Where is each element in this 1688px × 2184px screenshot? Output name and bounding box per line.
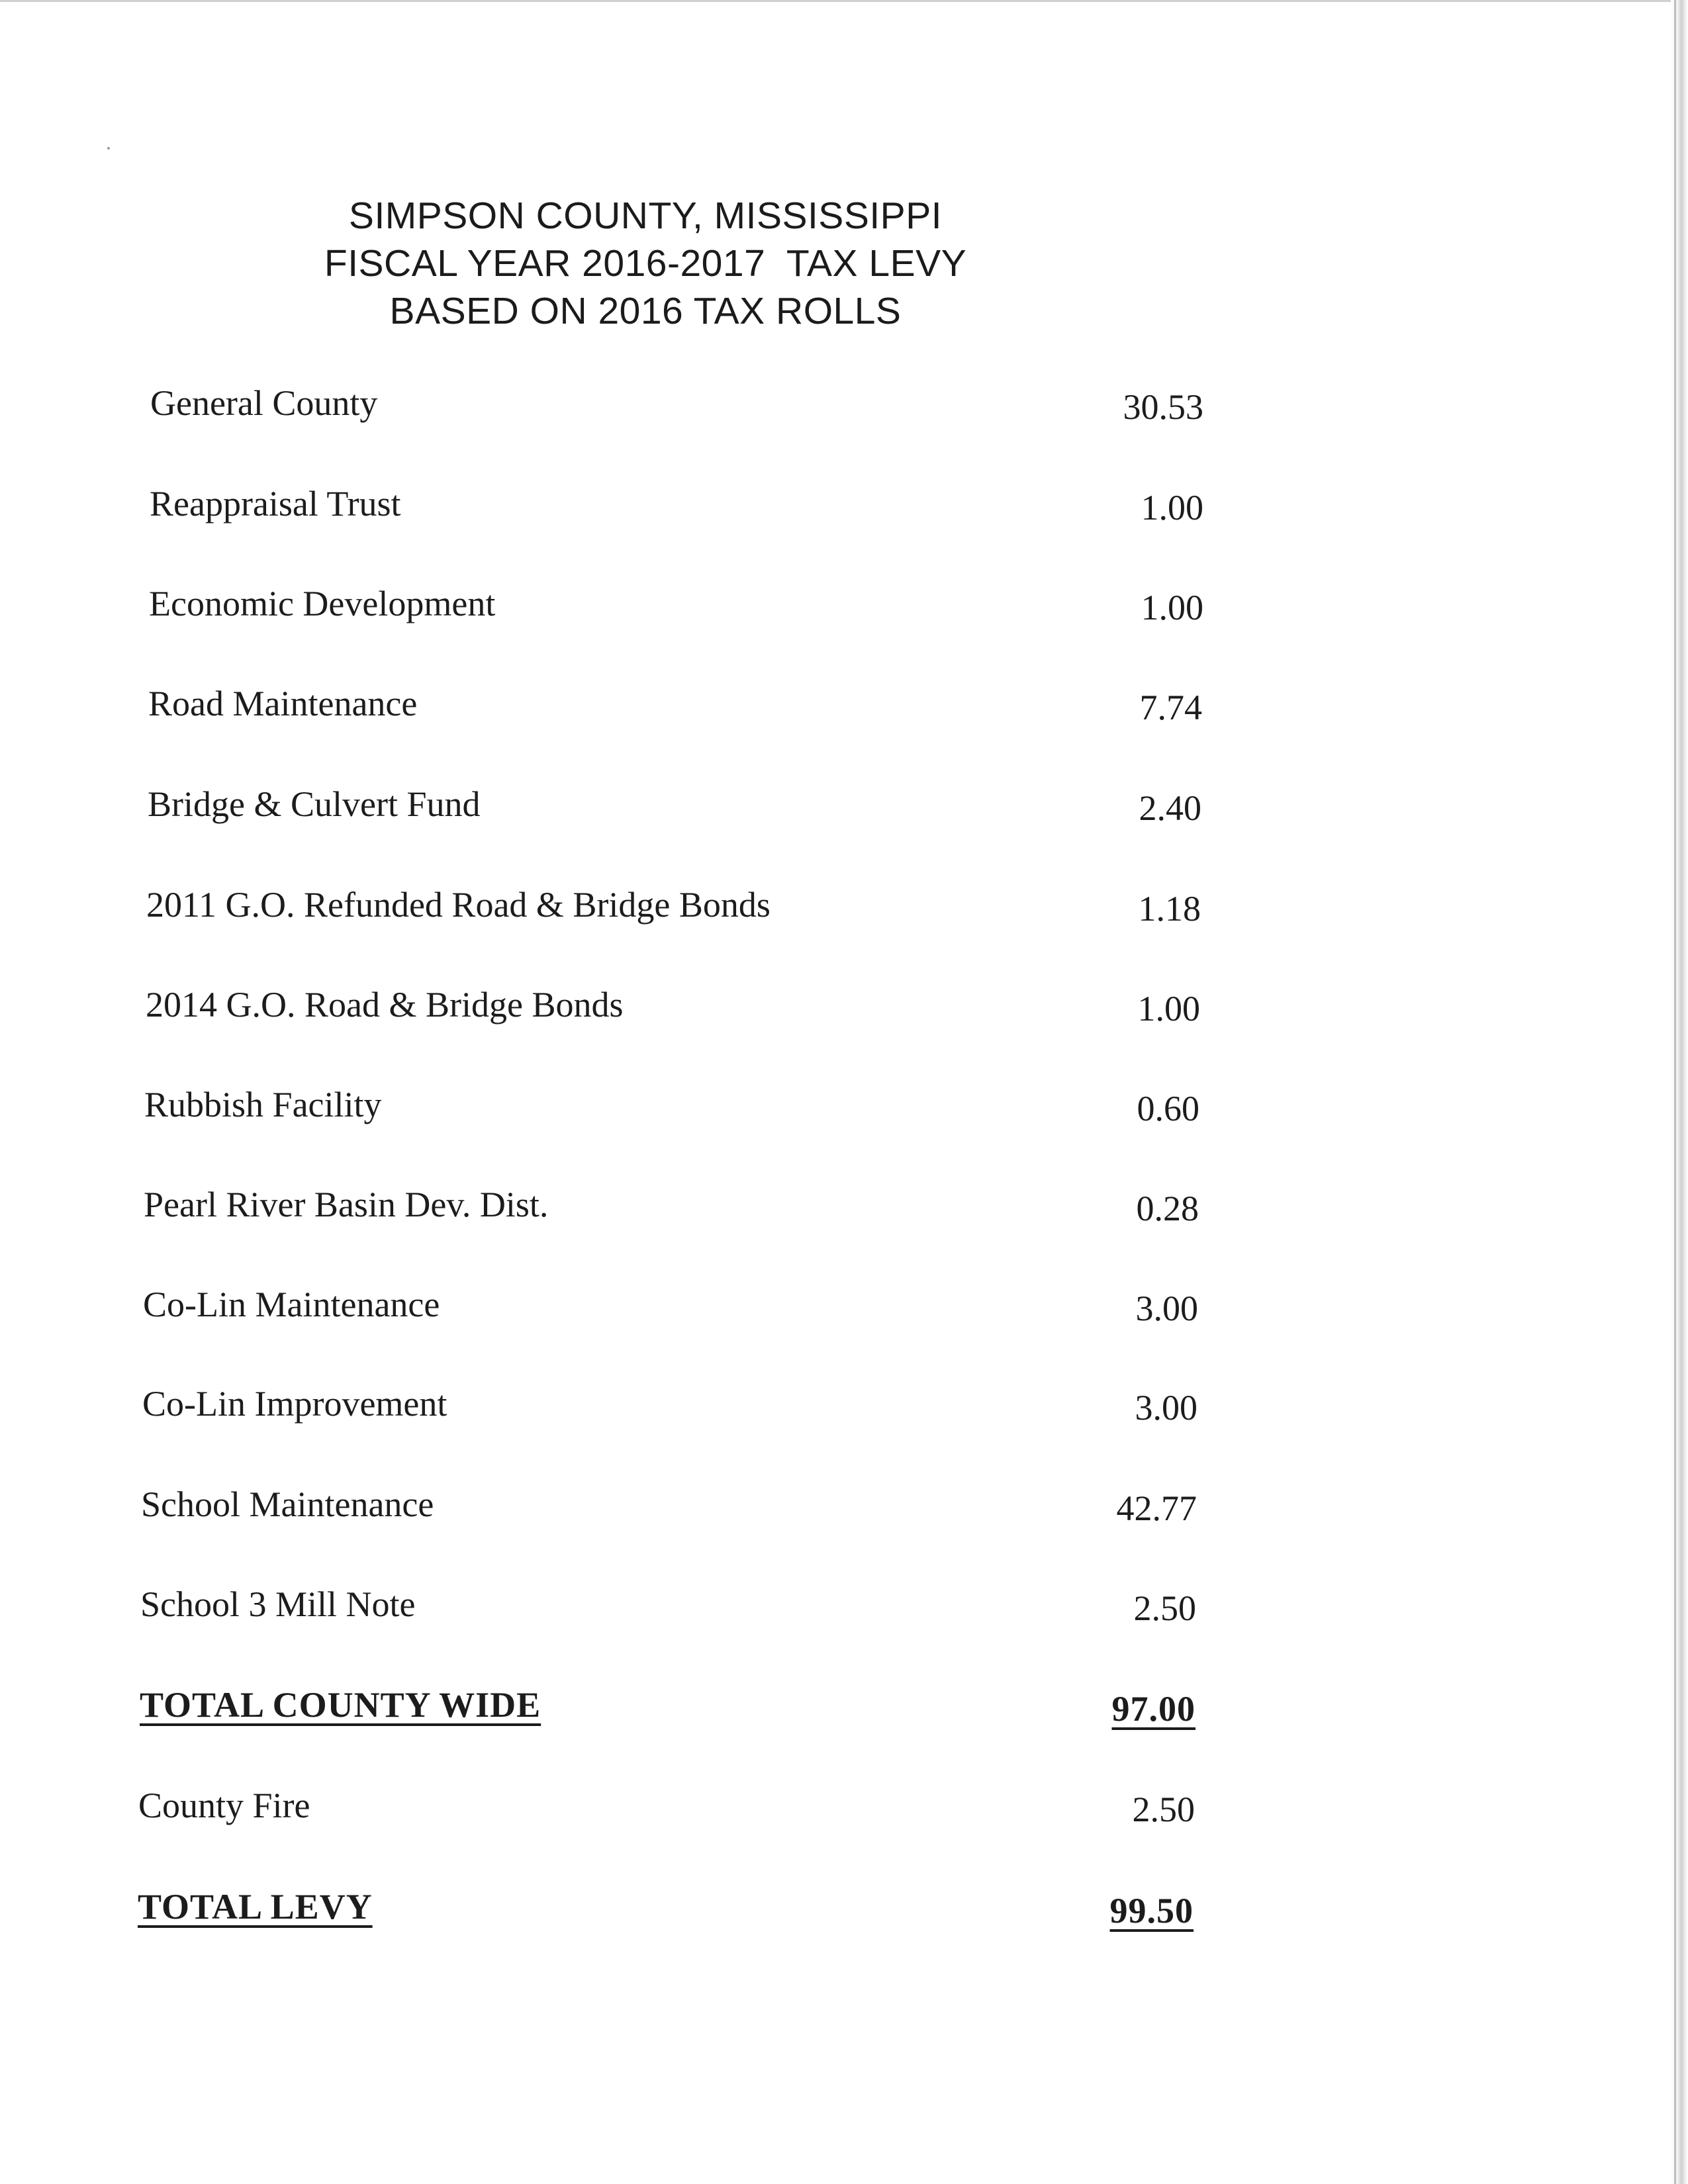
total-county-wide-value: 97.00 xyxy=(1111,1689,1196,1729)
levy-row-school-3-mill-note xyxy=(0,1584,1688,1643)
levy-label: Economic Development xyxy=(149,584,496,623)
total-levy-label: TOTAL LEVY xyxy=(138,1887,373,1927)
levy-row-total-levy xyxy=(0,1886,1688,1946)
total-levy-value: 99.50 xyxy=(1109,1891,1194,1931)
scan-speck xyxy=(107,147,110,150)
levy-label: 2011 G.O. Refunded Road & Bridge Bonds xyxy=(146,885,771,925)
levy-label: Rubbish Facility xyxy=(144,1085,382,1124)
total-county-wide-label: TOTAL COUNTY WIDE xyxy=(140,1685,541,1725)
levy-value: 30.53 xyxy=(1123,387,1203,427)
levy-label: School 3 Mill Note xyxy=(140,1584,416,1624)
levy-value: 3.00 xyxy=(1135,1289,1198,1328)
levy-label: 2014 G.O. Road & Bridge Bonds xyxy=(146,985,624,1024)
levy-label: Co-Lin Improvement xyxy=(142,1384,447,1424)
levy-value: 7.74 xyxy=(1139,688,1202,727)
levy-row-co-lin-improvement xyxy=(0,1383,1688,1443)
levy-row-economic-development xyxy=(0,583,1688,643)
levy-row-bridge-culvert-fund xyxy=(0,784,1688,843)
levy-row-general-county xyxy=(0,383,1688,442)
levy-value: 0.28 xyxy=(1136,1189,1199,1228)
heading-county: SIMPSON COUNTY, MISSISSIPPI xyxy=(348,195,943,237)
levy-label: Reappraisal Trust xyxy=(150,484,401,523)
levy-label: Pearl River Basin Dev. Dist. xyxy=(144,1185,549,1224)
levy-value: 0.60 xyxy=(1137,1089,1199,1128)
levy-value: 1.00 xyxy=(1141,588,1203,627)
levy-value: 42.77 xyxy=(1116,1488,1197,1528)
levy-row-county-fire xyxy=(0,1785,1688,1844)
levy-value: 1.00 xyxy=(1137,989,1200,1028)
levy-value: 2.40 xyxy=(1139,788,1201,828)
levy-row-2014-go-bonds xyxy=(0,984,1688,1044)
heading-tax-rolls: BASED ON 2016 TAX ROLLS xyxy=(389,290,902,332)
levy-label: Co-Lin Maintenance xyxy=(143,1285,440,1324)
levy-label: County Fire xyxy=(138,1786,310,1825)
levy-label: Road Maintenance xyxy=(148,684,418,723)
levy-row-co-lin-maintenance xyxy=(0,1284,1688,1343)
levy-row-reappraisal-trust xyxy=(0,483,1688,543)
levy-label: General County xyxy=(150,383,378,423)
levy-row-pearl-river-basin xyxy=(0,1184,1688,1244)
levy-value: 2.50 xyxy=(1132,1790,1195,1829)
levy-row-school-maintenance xyxy=(0,1484,1688,1543)
levy-row-2011-go-refunded-bonds xyxy=(0,884,1688,944)
levy-row-total-county-wide xyxy=(0,1684,1688,1744)
heading-fiscal-year: FISCAL YEAR 2016-2017 TAX LEVY xyxy=(324,242,967,285)
levy-row-rubbish-facility xyxy=(0,1084,1688,1144)
levy-value: 1.18 xyxy=(1138,889,1201,929)
levy-label: Bridge & Culvert Fund xyxy=(148,784,481,824)
document-heading xyxy=(238,192,1053,335)
levy-value: 2.50 xyxy=(1133,1588,1196,1628)
levy-row-road-maintenance xyxy=(0,683,1688,743)
levy-label: School Maintenance xyxy=(141,1484,434,1524)
scan-top-edge xyxy=(0,0,1688,2)
levy-value: 1.00 xyxy=(1141,488,1203,527)
levy-value: 3.00 xyxy=(1135,1388,1197,1428)
